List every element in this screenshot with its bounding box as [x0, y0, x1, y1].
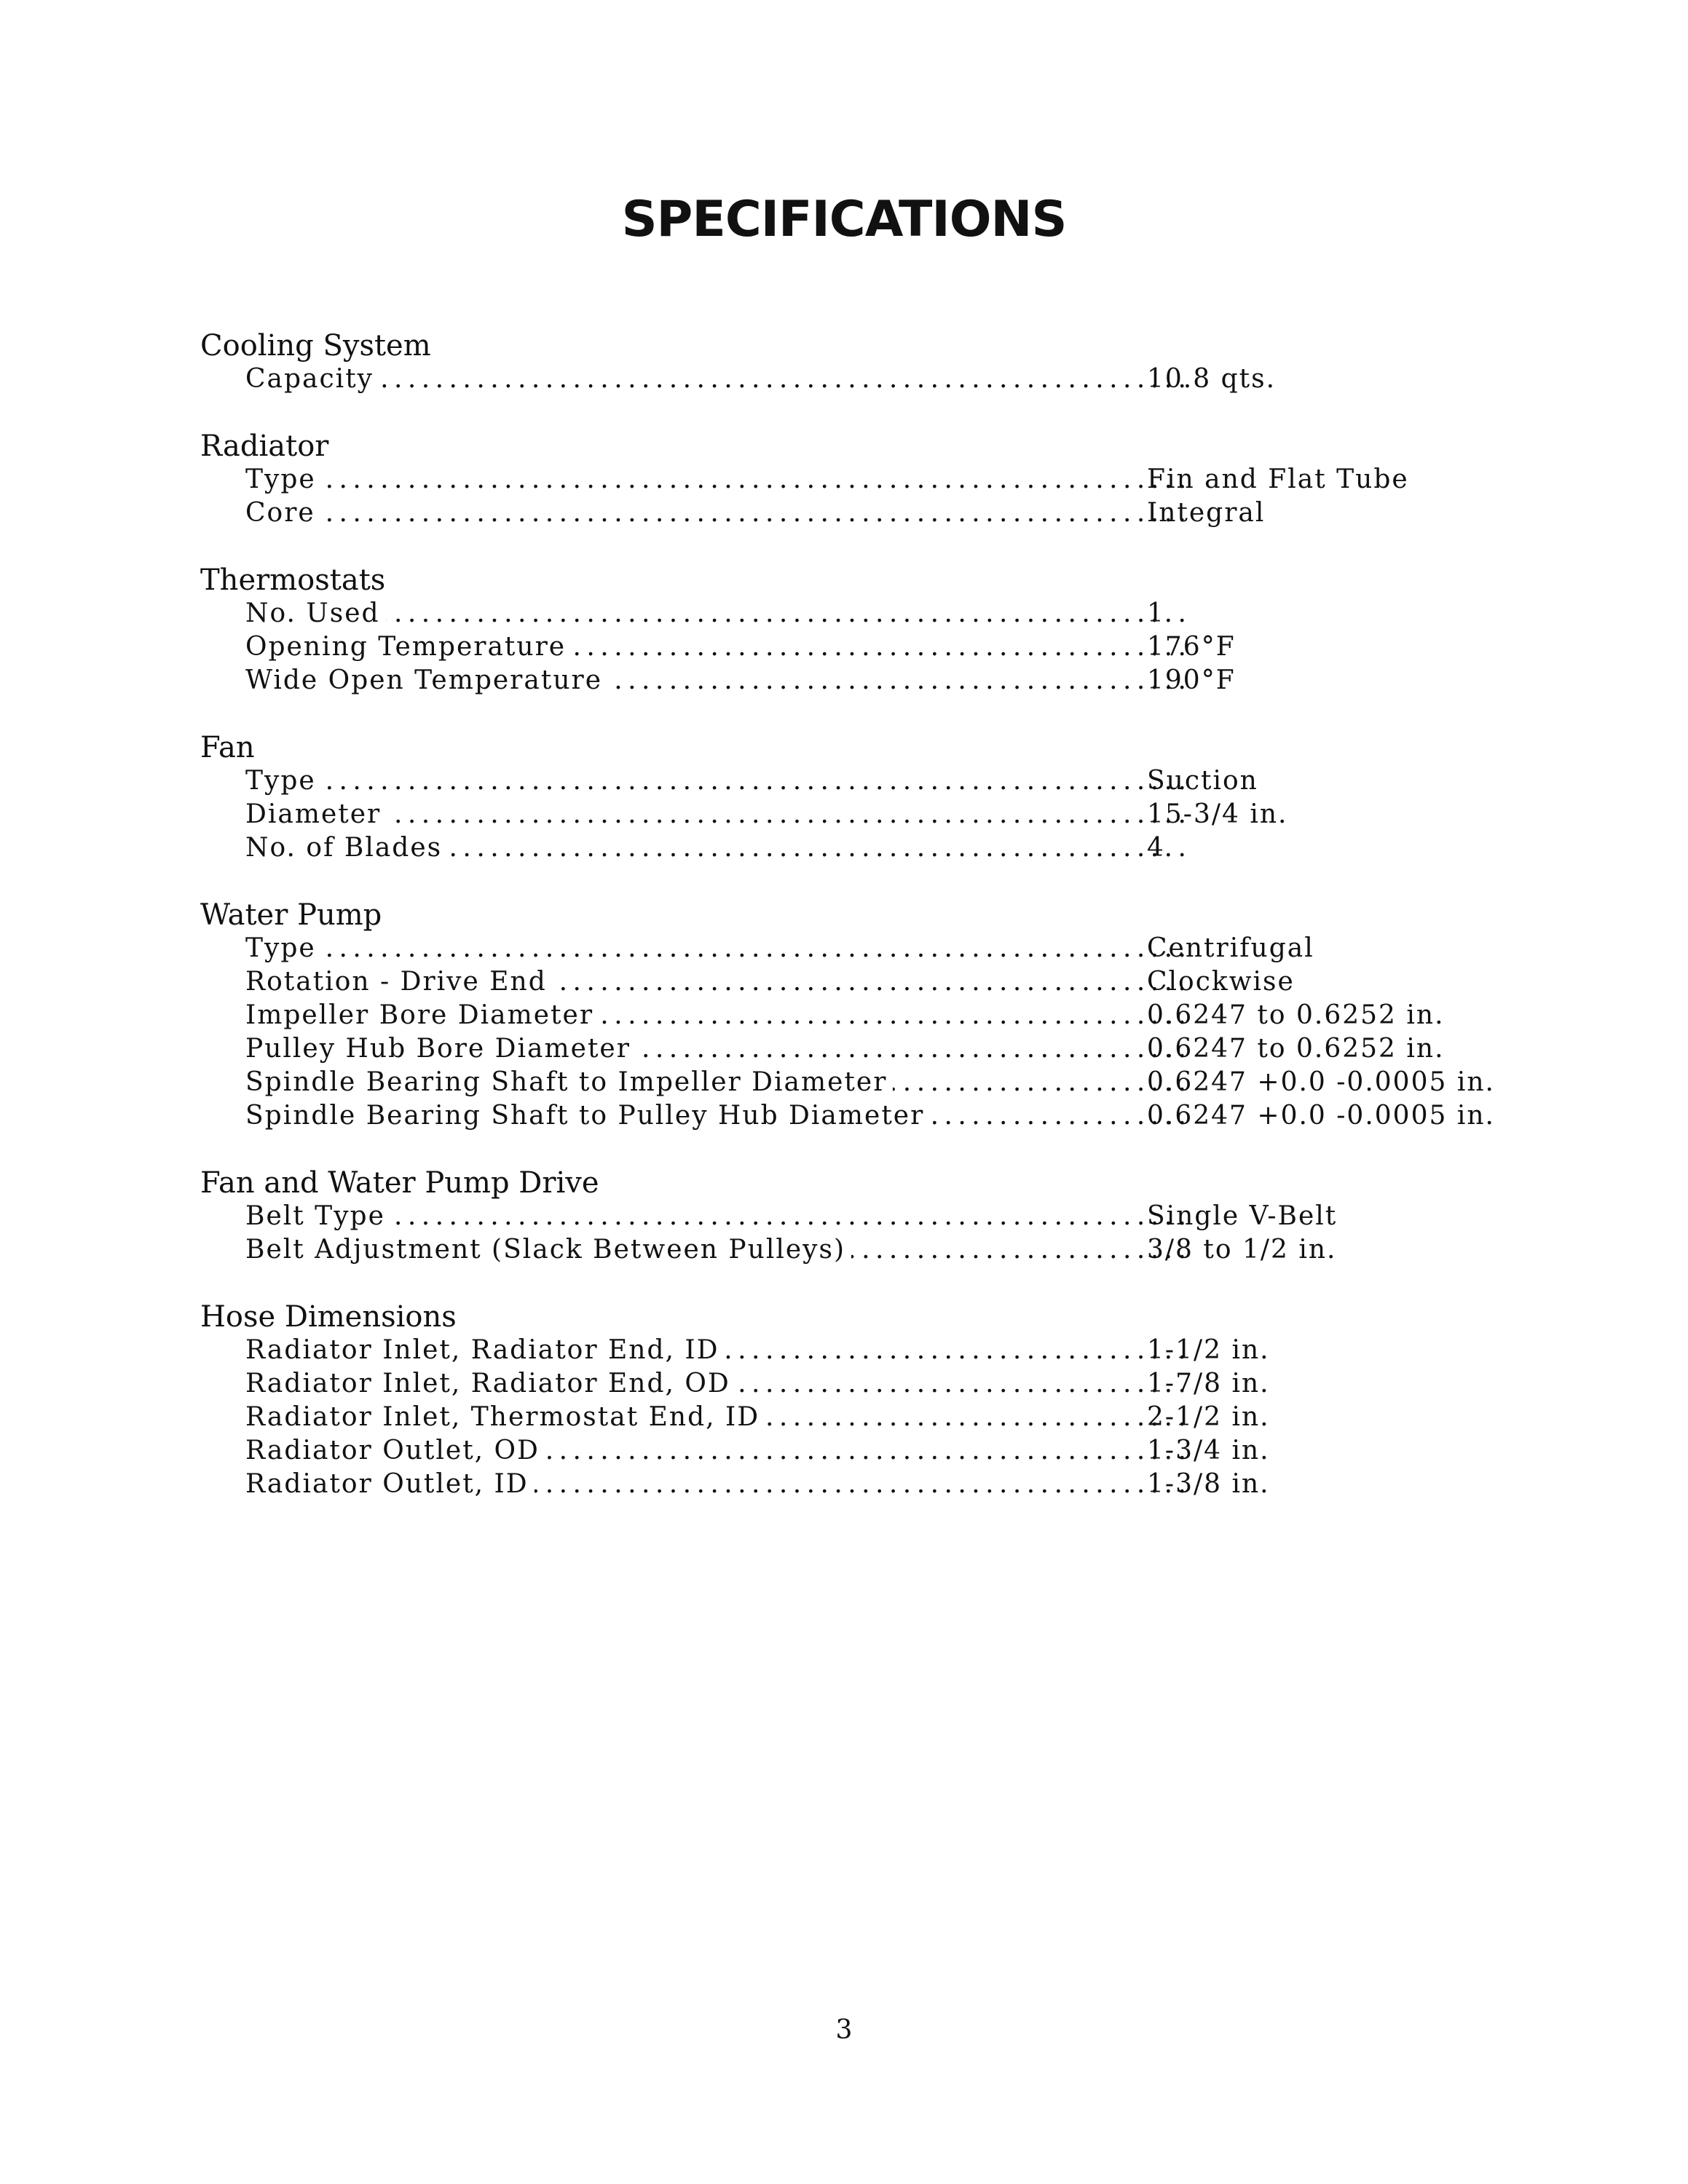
spec-label-leader	[245, 1032, 1185, 1066]
spec-value: 0.6247 +0.0 -0.0005 in.	[1147, 1067, 1495, 1097]
spec-section	[200, 430, 1511, 530]
spec-row	[200, 463, 1511, 496]
spec-label: Radiator Outlet, ID	[245, 1469, 535, 1499]
spec-section	[200, 1300, 1511, 1501]
spec-label-leader	[245, 496, 1185, 530]
spec-row	[200, 630, 1511, 664]
spec-row	[200, 363, 1511, 396]
spec-row	[200, 1468, 1511, 1501]
spec-value: 190°F	[1147, 665, 1236, 695]
spec-label-leader	[245, 630, 1185, 664]
spec-value: 1-1/2 in.	[1147, 1335, 1270, 1365]
spec-label-leader	[245, 831, 1185, 865]
spec-label: No. Used	[245, 598, 386, 628]
spec-row	[200, 1334, 1511, 1367]
spec-row	[200, 932, 1511, 965]
spec-value: Suction	[1147, 766, 1258, 796]
spec-label-leader	[245, 798, 1185, 831]
spec-value: Fin and Flat Tube	[1147, 464, 1409, 494]
spec-label: Belt Type	[245, 1201, 391, 1231]
page-number: 3	[835, 2015, 853, 2045]
spec-row	[200, 764, 1511, 798]
spec-value: 1-3/4 in.	[1147, 1436, 1270, 1465]
spec-label: Belt Adjustment (Slack Between Pulleys)	[245, 1235, 851, 1265]
spec-row	[200, 597, 1511, 630]
spec-label: Core	[245, 498, 321, 528]
spec-label: Impeller Bore Diameter	[245, 1000, 599, 1030]
section-heading: Fan	[200, 731, 255, 764]
spec-row	[200, 1401, 1511, 1434]
spec-value: 2-1/2 in.	[1147, 1402, 1270, 1432]
spec-value: 3/8 to 1/2 in.	[1147, 1235, 1337, 1265]
spec-label-leader	[245, 764, 1185, 798]
spec-value: 0.6247 to 0.6252 in.	[1147, 1000, 1445, 1030]
spec-label-leader	[245, 1367, 1185, 1401]
spec-value: 15-3/4 in.	[1147, 799, 1288, 829]
spec-row	[200, 1066, 1511, 1099]
spec-section	[200, 731, 1511, 865]
spec-label-leader	[245, 1334, 1185, 1367]
spec-label: Radiator Inlet, Radiator End, ID	[245, 1335, 725, 1365]
spec-label-leader	[245, 463, 1185, 496]
spec-label: Radiator Inlet, Thermostat End, ID	[245, 1402, 765, 1432]
spec-label: Type	[245, 933, 322, 963]
spec-label: Wide Open Temperature	[245, 665, 608, 695]
spec-label: Rotation - Drive End	[245, 967, 553, 997]
spec-value: 10.8 qts.	[1147, 364, 1277, 394]
spec-section	[200, 898, 1511, 1133]
spec-row	[200, 1099, 1511, 1133]
spec-label-leader	[245, 965, 1185, 999]
spec-label: Type	[245, 464, 322, 494]
spec-value: 0.6247 to 0.6252 in.	[1147, 1034, 1445, 1064]
spec-label: Spindle Bearing Shaft to Impeller Diameter	[245, 1067, 893, 1097]
spec-value: Integral	[1147, 498, 1266, 528]
spec-value: Single V-Belt	[1147, 1201, 1338, 1231]
spec-label: Radiator Inlet, Radiator End, OD	[245, 1369, 736, 1398]
spec-label-leader	[245, 1233, 1185, 1267]
spec-row	[200, 965, 1511, 999]
spec-row	[200, 1200, 1511, 1233]
spec-label: Radiator Outlet, OD	[245, 1436, 545, 1465]
spec-row	[200, 1434, 1511, 1468]
spec-label-leader	[245, 363, 1185, 396]
spec-value: 1-3/8 in.	[1147, 1469, 1270, 1499]
spec-row	[200, 664, 1511, 697]
spec-label: Type	[245, 766, 322, 796]
spec-value: 1	[1147, 598, 1165, 628]
spec-value: 0.6247 +0.0 -0.0005 in.	[1147, 1101, 1495, 1131]
spec-row	[200, 999, 1511, 1032]
spec-label-leader	[245, 1434, 1185, 1468]
spec-row	[200, 1233, 1511, 1267]
spec-value: 176°F	[1147, 632, 1236, 662]
spec-label: Spindle Bearing Shaft to Pulley Hub Diameter	[245, 1101, 930, 1131]
section-heading: Cooling System	[200, 329, 431, 363]
spec-label-leader	[245, 932, 1185, 965]
spec-row	[200, 496, 1511, 530]
spec-value: 1-7/8 in.	[1147, 1369, 1270, 1398]
spec-row	[200, 1367, 1511, 1401]
specifications-list	[200, 329, 1511, 1535]
spec-value: Centrifugal	[1147, 933, 1314, 963]
section-heading: Fan and Water Pump Drive	[200, 1166, 599, 1200]
spec-label-leader	[245, 664, 1185, 697]
spec-label: No. of Blades	[245, 833, 448, 863]
spec-section	[200, 329, 1511, 396]
section-heading: Hose Dimensions	[200, 1300, 457, 1334]
section-heading: Water Pump	[200, 898, 382, 932]
spec-label-leader	[245, 1099, 1185, 1133]
spec-value: Clockwise	[1147, 967, 1295, 997]
section-heading: Thermostats	[200, 563, 386, 597]
spec-label: Opening Temperature	[245, 632, 572, 662]
spec-label-leader	[245, 1468, 1185, 1501]
spec-row	[200, 798, 1511, 831]
spec-label-leader	[245, 999, 1185, 1032]
spec-label: Pulley Hub Bore Diameter	[245, 1034, 636, 1064]
section-heading: Radiator	[200, 430, 329, 463]
spec-label-leader	[245, 1401, 1185, 1434]
spec-row	[200, 1032, 1511, 1066]
spec-section	[200, 1166, 1511, 1267]
spec-label-leader	[245, 1200, 1185, 1233]
spec-section	[200, 563, 1511, 697]
spec-value: 4	[1147, 833, 1165, 863]
spec-label-leader	[245, 597, 1185, 630]
spec-label-leader	[245, 1066, 1185, 1099]
spec-label: Diameter	[245, 799, 387, 829]
spec-row	[200, 831, 1511, 865]
page-title: SPECIFICATIONS	[621, 191, 1067, 248]
spec-label: Capacity	[245, 364, 379, 394]
